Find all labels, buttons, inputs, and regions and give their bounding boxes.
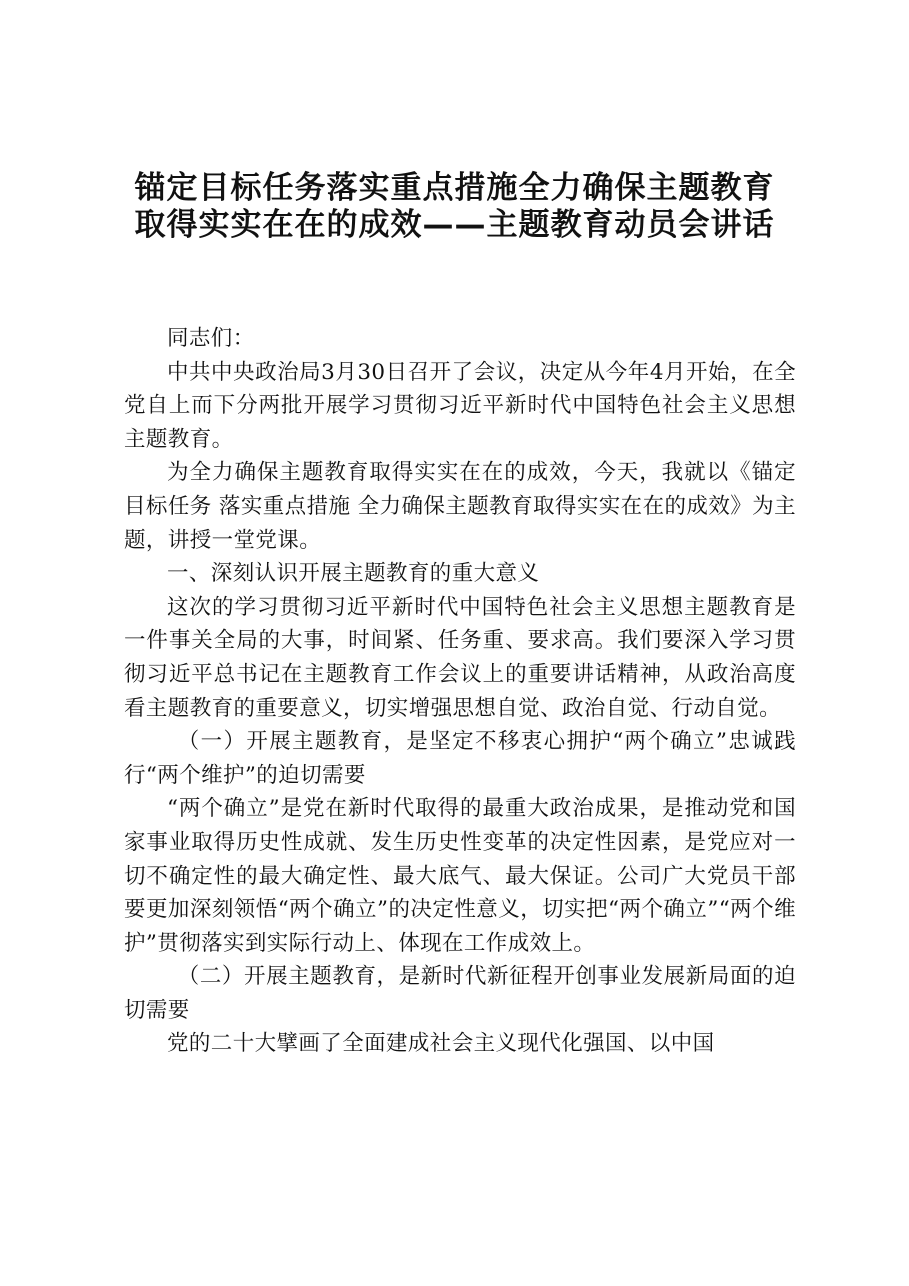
body-paragraph: 这次的学习贯彻习近平新时代中国特色社会主义思想主题教育是一件事关全局的大事，时间紧、任务重、要求高。我们要深入学习贯彻习近平总书记在主题教育工作会议上的重要讲话精神，从政治高度看主题教育的重要意义，切实增强思想自觉、政治自觉、行动自觉。: [124, 594, 796, 721]
document-body: [124, 322, 796, 1061]
subsection-heading: （一）开展主题教育，是坚定不移衷心拥护“两个确立”忠诚践行“两个维护”的迫切需要: [124, 729, 796, 788]
body-paragraph: “两个确立”是党在新时代取得的最重大政治成果，是推动党和国家事业取得历史性成就、发生历史性变革的决定性因素，是党应对一切不确定性的最大确定性、最大底气、最大保证。公司广大党员干部要更加深刻领悟“两个确立”的决定性意义，切实把“两个确立”“两个维护”贯彻落实到实际行动上、体现在工作成效上。: [124, 796, 796, 956]
body-paragraph: 为全力确保主题教育取得实实在在的成效，今天，我就以《锚定目标任务 落实重点措施 全力确保主题教育取得实实在在的成效》为主题，讲授一堂党课。: [124, 460, 796, 553]
document-title-line-1: 锚定目标任务落实重点措施全力确保主题教育: [134, 170, 775, 206]
salutation: 同志们：: [167, 326, 255, 351]
body-paragraph: 党的二十大擘画了全面建成社会主义现代化强国、以中国: [167, 1031, 715, 1057]
document-title-line-2: 取得实实在在的成效——主题教育动员会讲话: [134, 207, 775, 243]
section-heading: 一、深刻认识开展主题教育的重大意义: [167, 561, 540, 587]
body-paragraph: 中共中央政治局3月30日召开了会议，决定从今年4月开始，在全党自上而下分两批开展学习贯彻习近平新时代中国特色社会主义思想主题教育。: [124, 359, 796, 452]
subsection-heading: （二）开展主题教育，是新时代新征程开创事业发展新局面的迫切需要: [124, 964, 796, 1023]
